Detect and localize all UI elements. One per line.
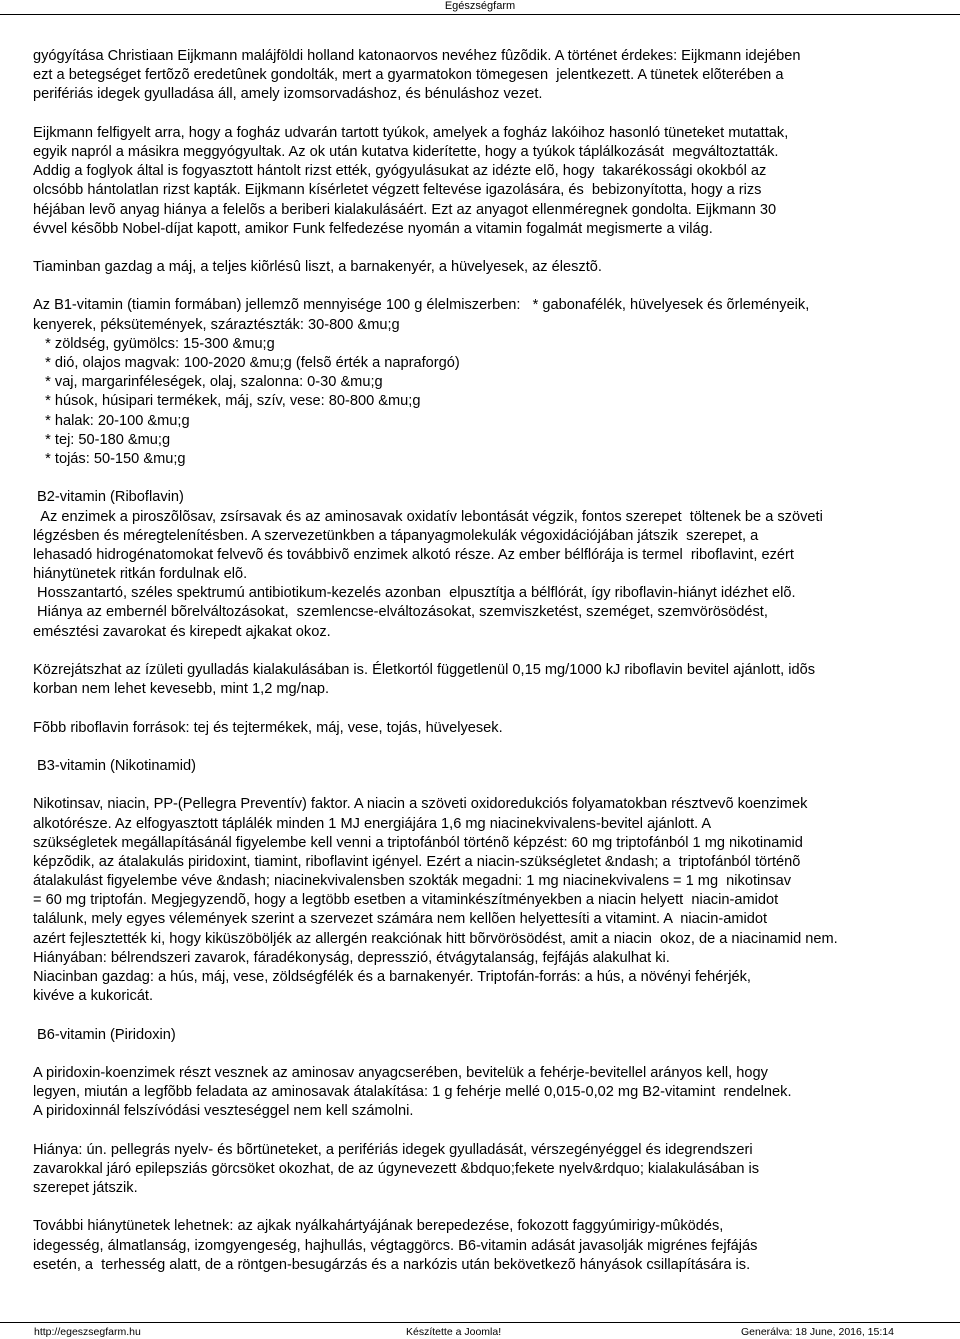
paragraph [33, 757, 958, 776]
text-line: Hiányában: bélrendszeri zavarok, fáradékonyság, depresszió, étvágytalanság, fejfájás alakulhat ki. [33, 949, 670, 966]
text-line: esetén, a terhesség alatt, de a röntgen-besugárzás és a narkózis után bekövetkezõ hányások csillapítására is. [33, 1256, 751, 1273]
text-line: Addig a foglyok által is fogyasztott hántolt rizst ették, gyógyulásukat az idézte elõ, hogy takarékossági okokból az [33, 163, 767, 180]
text-line: B3-vitamin (Nikotinamid) [33, 757, 197, 774]
paragraph-gap [33, 239, 958, 258]
text-line: Eijkmann felfigyelt arra, hogy a fogház udvarán tartott tyúkok, amelyek a fogház lakóihoz hasonló tüneteket mutattak, [33, 124, 789, 141]
text-line: Hosszantartó, széles spektrumú antibiotikum-kezelés azonban elpusztítja a bélflórát, így riboflavin-hiányt idézhet elõ. [33, 585, 796, 602]
text-line: lehasadó hidrogénatomokat felvevõ és továbbivõ enzimek alkotó része. Az ember bélflórája is termel riboflavint, ezért [33, 546, 794, 563]
paragraph-gap [33, 277, 958, 296]
footer-generated-date: Generálva: 18 June, 2016, 15:14 [741, 1326, 894, 1338]
text-line: átalakulást figyelembe véve &ndash; niacinekvivalensben szokták megadni: 1 mg niacinekvivalens = 1 mg nikotinsav [33, 873, 792, 890]
text-line: = 60 mg triptofán. Megjegyzendõ, hogy a legtöbb esetben a vitaminkészítményekben a niacin helyett niacin-amidot [33, 892, 779, 909]
paragraph [33, 258, 958, 277]
paragraph [33, 1141, 958, 1199]
paragraph-gap [33, 776, 958, 795]
text-line: évvel késõbb Nobel-díjat kapott, amikor Funk felfedezése nyomán a vitamin fogalmát megismerte a világ. [33, 220, 713, 237]
text-line: B6-vitamin (Piridoxin) [33, 1026, 176, 1043]
text-line: * tej: 50-180 &mu;g [33, 431, 171, 448]
text-line: * húsok, húsipari termékek, máj, szív, vese: 80-800 &mu;g [33, 393, 421, 410]
text-line: legyen, miután a legfõbb feladata az aminosavak átalakítása: 1 g fehérje mellé 0,015-0,02 mg B2-vitamint rendelnek. [33, 1084, 792, 1101]
text-line: kenyerek, péksütemények, száraztészták: 30-800 &mu;g [33, 316, 400, 333]
paragraph-gap [33, 1122, 958, 1141]
text-line: A piridoxinnál felszívódási veszteséggel nem kell számolni. [33, 1103, 414, 1120]
text-line: szerepet játszik. [33, 1180, 138, 1197]
text-line: B2-vitamin (Riboflavin) [33, 489, 184, 506]
paragraph [33, 1217, 958, 1275]
text-line: gyógyítása Christiaan Eijkmann malájföldi holland katonaorvos nevéhez fûzõdik. A történet érdekes: Eijkmann idejében [33, 48, 801, 64]
paragraph-gap [33, 105, 958, 124]
text-line: Tiaminban gazdag a máj, a teljes kiõrlésû liszt, a barnakenyér, a hüvelyesek, az élesztõ. [33, 259, 602, 276]
paragraph-gap [33, 738, 958, 757]
text-line: * halak: 20-100 &mu;g [33, 412, 190, 429]
paragraph [33, 661, 958, 699]
paragraph [33, 488, 958, 642]
site-title: Egészségfarm [444, 0, 516, 12]
paragraph-gap [33, 469, 958, 488]
text-line: hiánytünetek ritkán fordulnak elõ. [33, 566, 248, 583]
paragraph-gap [33, 1045, 958, 1064]
text-line: További hiánytünetek lehetnek: az ajkak nyálkahártyájának berepedezése, fokozott faggyúmirigy-mûködés, [33, 1218, 724, 1235]
paragraph [33, 719, 958, 738]
text-line: olcsóbb hántolatlan rizst kapták. Eijkmann kísérletet végzett feltevése igazolására, és bebizonyította, hogy a rizs [33, 182, 762, 199]
text-line: idegesség, álmatlanság, izomgyengeség, hajhullás, végtaggörcs. B6-vitamin adását javasolják migrénes fejfájás [33, 1237, 758, 1254]
text-line: emésztési zavarokat és kirepedt ajkakat okoz. [33, 623, 331, 640]
text-line: szükségletek megállapításánál figyelembe kell venni a triptofánból történõ képzést: 60 mg triptofánból 1 mg nikotinamid [33, 834, 803, 851]
text-line: A piridoxin-koenzimek részt vesznek az aminosav anyagcserében, bevitelük a fehérje-bevitellel arányos kell, hogy [33, 1064, 768, 1081]
text-line: alkotórésze. Az elfogyasztott táplálék minden 1 MJ energiájára 1,6 mg niacinekvivalens-bevitel ajánlott. A [33, 815, 712, 832]
paragraph [33, 1064, 958, 1122]
paragraph [33, 296, 958, 469]
text-line: Az B1-vitamin (tiamin formában) jellemzõ mennyisége 100 g élelmiszerben: * gabonafélék, hüvelyesek és õrleményeik, [33, 297, 810, 314]
paragraph-gap [33, 1198, 958, 1217]
text-line: Niacinban gazdag: a hús, máj, vese, zöldségfélék és a barnakenyér. Triptofán-forrás: a hús, a növényi fehérjék, [33, 969, 751, 985]
text-line: * vaj, margarinféleségek, olaj, szalonna: 0-30 &mu;g [33, 374, 383, 391]
paragraph [33, 124, 958, 239]
text-line: héjában levõ anyag hiánya a felelõs a beriberi kialakulásáért. Ezt az anyagot ellenméregnek gondolta. Eijkmann 30 [33, 201, 777, 218]
text-line: zavarokkal járó epilepsziás görcsöket okozhat, de az úgynevezett &bdquo;fekete nyelv&rdquo; kialakulásában is [33, 1160, 760, 1177]
article-body [33, 47, 958, 1275]
text-line: azért fejlesztették ki, hogy kiküszöböljék az allergén reakciónak hitt bõrvörösödést, amit a niacin okoz, de a niacinamid nem. [33, 930, 838, 947]
page-header [0, 0, 960, 15]
text-line: korban nem lehet kevesebb, mint 1,2 mg/nap. [33, 681, 330, 698]
text-line: kivéve a kukoricát. [33, 988, 154, 1005]
text-line: találunk, mely egyes vélemények szerint a szervezet számára nem kellõen helyettesíti a vitamint. A niacin-amidot [33, 911, 768, 928]
paragraph-gap [33, 699, 958, 718]
text-line: ezt a betegséget fertõzõ eredetûnek gondolták, mert a gyarmatokon tömegesen jelentkezett. A tünetek elõterében a [33, 67, 784, 84]
text-line: * dió, olajos magvak: 100-2020 &mu;g (felsõ érték a napraforgó) [33, 355, 460, 371]
text-line: Hiánya az embernél bõrelváltozásokat, szemlencse-elváltozásokat, szemviszketést, szeméget, szemvörösödést, [33, 604, 768, 621]
text-line: képzõdik, az átalakulás piridoxint, tiamint, riboflavint igényel. Ezért a niacin-szükségletet &ndash; a triptofánból történõ [33, 853, 801, 870]
paragraph-gap [33, 642, 958, 661]
footer-url-link[interactable]: http://egeszsegfarm.hu [34, 1326, 141, 1338]
text-line: Az enzimek a piroszõlõsav, zsírsavak és az aminosavak oxidatív lebontását végzik, fontos szerepet töltenek be a szöveti [33, 508, 823, 525]
text-line: légzésben és méregtelenítésben. A szervezetünkben a tápanyagmolekulák végoxidációjában játszik szerepet, a [33, 527, 759, 544]
text-line: * zöldség, gyümölcs: 15-300 &mu;g [33, 335, 275, 352]
paragraph-gap [33, 1006, 958, 1025]
text-line: egyik napról a másikra meggyógyultak. Az ok után kutatva kiderítette, hogy a tyúkok táplálkozását megváltoztatták. [33, 143, 779, 160]
page-footer [0, 1322, 960, 1339]
paragraph [33, 1026, 958, 1045]
paragraph [33, 47, 958, 105]
paragraph [33, 795, 958, 1006]
text-line: Fõbb riboflavin források: tej és tejtermékek, máj, vese, tojás, hüvelyesek. [33, 719, 503, 736]
text-line: Közrejátszhat az ízületi gyulladás kialakulásában is. Életkortól függetlenül 0,15 mg/1000 kJ riboflavin bevitel ajánlott, idõs [33, 662, 816, 678]
text-line: Nikotinsav, niacin, PP-(Pellegra Preventív) faktor. A niacin a szöveti oxidoredukciós folyamatokban résztvevõ koenzimek [33, 796, 808, 813]
footer-made-with: Készítette a Joomla! [406, 1326, 502, 1338]
text-line: * tojás: 50-150 &mu;g [33, 450, 186, 467]
text-line: perifériás idegek gyulladása áll, amely izomsorvadáshoz, és bénuláshoz vezet. [33, 86, 543, 103]
text-line: Hiánya: ún. pellegrás nyelv- és bõrtüneteket, a perifériás idegek gyulladását, vérszegényéggel és idegrendszeri [33, 1141, 753, 1158]
